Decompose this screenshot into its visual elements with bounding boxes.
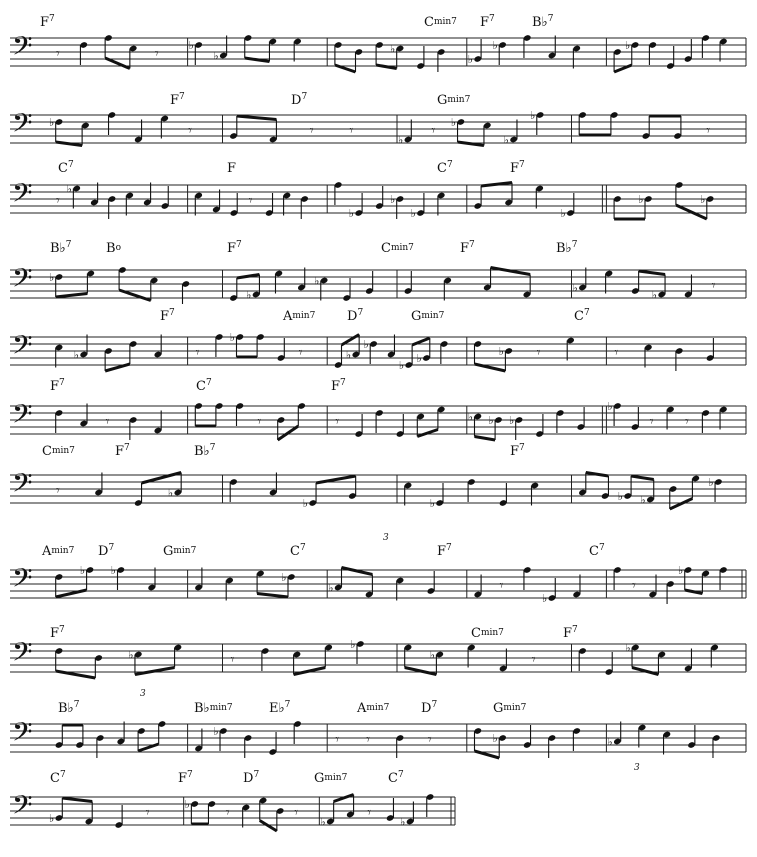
flat-icon: ♭ bbox=[390, 42, 396, 56]
flat-icon: ♭ bbox=[530, 109, 536, 122]
eighth-rest-icon: 𝄾 bbox=[649, 414, 654, 430]
bass-clef-icon: 𝄢 bbox=[12, 30, 33, 68]
chord-quality: min bbox=[292, 311, 310, 321]
chord-extension: 7 bbox=[49, 14, 55, 24]
chord-extension: 7 bbox=[519, 160, 525, 170]
chord-quality: min bbox=[421, 311, 439, 321]
chord-root: F bbox=[115, 444, 125, 459]
eighth-rest-icon: 𝄾 bbox=[335, 732, 339, 748]
chord-extension: 7 bbox=[284, 700, 291, 710]
chord-symbol bbox=[50, 625, 65, 641]
chord-quality: min bbox=[51, 446, 70, 456]
chord-symbol bbox=[58, 160, 74, 176]
eighth-rest-icon: 𝄾 bbox=[195, 345, 200, 361]
bass-clef-icon: 𝄢 bbox=[12, 398, 33, 436]
chord-symbol bbox=[170, 92, 185, 108]
flat-icon: ♭ bbox=[492, 732, 498, 745]
flat-icon: ♭ bbox=[302, 497, 308, 510]
chord-extension: 7 bbox=[446, 160, 453, 170]
chord-symbol bbox=[50, 770, 66, 786]
chord-root: D bbox=[347, 309, 358, 324]
chord-root: F bbox=[460, 241, 470, 256]
flat-icon: ♭ bbox=[492, 39, 498, 52]
chord-symbol bbox=[471, 626, 504, 641]
staff-system bbox=[10, 14, 746, 72]
chord-symbol bbox=[282, 309, 316, 324]
chord-root: C bbox=[196, 379, 206, 394]
flat-icon: ♭ bbox=[320, 815, 326, 829]
flat-icon: ♭ bbox=[398, 359, 405, 372]
bass-clef-icon: 𝄢 bbox=[12, 329, 33, 367]
eighth-rest-icon: 𝄾 bbox=[366, 732, 370, 748]
chord-symbol bbox=[556, 240, 578, 256]
chord-root: B♭ bbox=[194, 701, 210, 716]
chord-extension: 7 bbox=[572, 625, 578, 635]
flat-icon: ♭ bbox=[467, 410, 474, 424]
flat-icon: ♭ bbox=[167, 486, 174, 500]
chord-root: C bbox=[58, 161, 68, 176]
chord-quality: min bbox=[209, 703, 227, 713]
chord-root: F bbox=[510, 161, 520, 176]
triplet-marker: 3 bbox=[140, 689, 146, 699]
flat-icon: ♭ bbox=[229, 331, 236, 344]
flat-icon: ♭ bbox=[49, 116, 55, 129]
chord-extension: 7 bbox=[519, 443, 525, 453]
eighth-rest-icon: 𝄾 bbox=[225, 805, 230, 821]
note-beam bbox=[342, 335, 360, 346]
note-beam bbox=[632, 668, 658, 675]
staff-system bbox=[10, 770, 455, 831]
flat-icon: ♭ bbox=[213, 725, 219, 738]
chord-root: E♭ bbox=[269, 701, 285, 716]
note-beam bbox=[491, 268, 531, 275]
chord-extension: 7 bbox=[108, 543, 115, 553]
chord-root: F bbox=[170, 93, 180, 108]
chord-extension: 7 bbox=[520, 703, 527, 713]
flat-icon: ♭ bbox=[617, 490, 623, 503]
chord-extension: 7 bbox=[209, 443, 216, 453]
note-beam bbox=[670, 499, 693, 510]
chord-extension: 7 bbox=[431, 700, 438, 710]
flat-icon: ♭ bbox=[416, 352, 422, 365]
chord-root: F bbox=[40, 15, 50, 30]
eighth-rest-icon: 𝄾 bbox=[248, 193, 253, 209]
chord-extension: 7 bbox=[59, 770, 66, 780]
chord-extension: 7 bbox=[59, 625, 65, 635]
chord-extension: 7 bbox=[583, 308, 590, 318]
chord-root: C bbox=[42, 444, 52, 459]
chord-extension: 7 bbox=[547, 14, 554, 24]
chord-root: F bbox=[437, 544, 447, 559]
bass-clef-icon: 𝄢 bbox=[12, 716, 33, 754]
chord-symbol bbox=[388, 770, 404, 786]
chord-symbol bbox=[227, 240, 242, 256]
staff-system bbox=[10, 443, 746, 510]
chord-extension: 7 bbox=[408, 243, 414, 253]
chord-root: B♭ bbox=[194, 444, 210, 459]
chord-root: G bbox=[163, 544, 174, 559]
flat-icon: ♭ bbox=[625, 39, 631, 52]
chord-symbol bbox=[58, 700, 80, 716]
flat-icon: ♭ bbox=[625, 641, 631, 655]
chord-symbol bbox=[480, 14, 495, 30]
staff-system bbox=[10, 378, 746, 440]
flat-icon: ♭ bbox=[429, 497, 435, 510]
chord-root: D bbox=[243, 771, 254, 786]
flat-icon: ♭ bbox=[638, 193, 644, 206]
flat-icon: ♭ bbox=[541, 592, 548, 605]
chord-extension: 7 bbox=[69, 446, 75, 456]
staff-system bbox=[10, 700, 746, 758]
chord-symbol bbox=[411, 309, 445, 324]
chord-quality: min bbox=[447, 95, 465, 105]
chord-root: C bbox=[424, 15, 434, 30]
note-beam bbox=[475, 437, 496, 441]
flat-icon: ♭ bbox=[400, 815, 406, 829]
chord-symbol bbox=[347, 308, 363, 324]
flat-icon: ♭ bbox=[398, 133, 404, 147]
flat-icon: ♭ bbox=[607, 735, 613, 749]
note-beam bbox=[639, 271, 665, 275]
flat-icon: ♭ bbox=[246, 288, 252, 302]
chord-root: F bbox=[480, 15, 490, 30]
chord-extension: 7 bbox=[498, 628, 504, 638]
eighth-rest-icon: 𝄾 bbox=[614, 345, 619, 361]
chord-root: G bbox=[411, 309, 422, 324]
chord-symbol bbox=[160, 308, 175, 324]
chord-root: C bbox=[437, 161, 447, 176]
chord-extension: 7 bbox=[59, 378, 65, 388]
chord-extension: 7 bbox=[451, 17, 457, 27]
chord-symbol bbox=[437, 543, 452, 559]
chord-root: B♭ bbox=[50, 241, 66, 256]
chord-root: C bbox=[50, 771, 60, 786]
flat-icon: ♭ bbox=[314, 274, 320, 288]
eighth-rest-icon: 𝄾 bbox=[154, 46, 159, 62]
chord-extension: 7 bbox=[571, 240, 578, 250]
chord-extension: 7 bbox=[124, 443, 130, 453]
chord-root: C bbox=[471, 626, 481, 641]
chord-symbol bbox=[290, 543, 306, 559]
chord-root: B♭ bbox=[58, 701, 74, 716]
note-beam bbox=[278, 426, 299, 440]
chord-root: F bbox=[563, 626, 573, 641]
flat-icon: ♭ bbox=[110, 564, 117, 577]
chord-symbol bbox=[314, 771, 348, 786]
chord-symbol bbox=[178, 770, 193, 786]
flat-icon: ♭ bbox=[66, 182, 72, 196]
flat-icon: ♭ bbox=[607, 400, 613, 413]
chord-symbol bbox=[589, 543, 605, 559]
chord-symbol bbox=[50, 240, 72, 256]
note-beam bbox=[405, 668, 437, 675]
chord-root: C bbox=[388, 771, 398, 786]
chord-extension: 7 bbox=[187, 770, 193, 780]
eighth-rest-icon: 𝄾 bbox=[711, 278, 716, 294]
note-beam bbox=[631, 476, 654, 480]
chord-extension: 7 bbox=[236, 240, 242, 250]
chord-symbol bbox=[227, 161, 236, 176]
flat-icon: ♭ bbox=[281, 571, 287, 584]
eighth-rest-icon: 𝄾 bbox=[531, 652, 536, 668]
chord-extension: 7 bbox=[253, 770, 260, 780]
chord-quality: o bbox=[115, 243, 121, 253]
eighth-rest-icon: 𝄾 bbox=[367, 805, 371, 821]
chord-symbol bbox=[106, 241, 121, 256]
note-beam bbox=[294, 668, 326, 675]
flat-icon: ♭ bbox=[678, 564, 684, 577]
chord-quality: min bbox=[480, 628, 499, 638]
note-beam bbox=[142, 473, 182, 484]
chord-quality: min bbox=[173, 546, 191, 556]
note-beam bbox=[105, 58, 130, 69]
chord-extension: 7 bbox=[67, 160, 74, 170]
chord-root: F bbox=[50, 379, 60, 394]
staff-system bbox=[10, 240, 746, 304]
chord-extension: 7 bbox=[383, 703, 390, 713]
staff-system bbox=[10, 308, 746, 372]
chord-symbol bbox=[194, 443, 216, 459]
flat-icon: ♭ bbox=[345, 348, 352, 362]
note-beam bbox=[342, 568, 373, 575]
chord-symbol bbox=[40, 14, 55, 30]
chord-quality: min bbox=[324, 773, 342, 783]
note-beam bbox=[119, 290, 151, 301]
bass-clef-icon: 𝄢 bbox=[12, 789, 33, 827]
flat-icon: ♭ bbox=[640, 493, 646, 507]
chord-root: F bbox=[227, 241, 237, 256]
chord-symbol bbox=[424, 15, 457, 30]
chord-root: F bbox=[160, 309, 170, 324]
chord-root: F bbox=[331, 379, 341, 394]
chord-extension: 7 bbox=[397, 770, 404, 780]
chord-extension: 7 bbox=[489, 14, 495, 24]
chord-root: B♭ bbox=[556, 241, 572, 256]
chord-symbol bbox=[421, 700, 437, 716]
chord-extension: 7 bbox=[226, 703, 233, 713]
eighth-rest-icon: 𝄾 bbox=[145, 805, 150, 821]
chord-root: B bbox=[106, 241, 116, 256]
chord-symbol bbox=[196, 378, 212, 394]
eighth-rest-icon: 𝄾 bbox=[230, 652, 235, 668]
chord-symbol bbox=[50, 378, 65, 394]
chord-quality: min bbox=[503, 703, 521, 713]
note-beam bbox=[62, 798, 92, 802]
eighth-rest-icon: 𝄾 bbox=[427, 732, 432, 748]
note-beam bbox=[237, 116, 277, 120]
flat-icon: ♭ bbox=[328, 581, 334, 595]
chord-root: D bbox=[291, 93, 302, 108]
chord-quality: min bbox=[433, 17, 452, 27]
chord-root: A bbox=[42, 544, 52, 559]
chord-symbol bbox=[510, 443, 525, 459]
flat-icon: ♭ bbox=[390, 193, 396, 206]
chord-root: C bbox=[290, 544, 300, 559]
eighth-rest-icon: 𝄾 bbox=[257, 414, 262, 430]
chord-extension: 7 bbox=[446, 543, 452, 553]
note-beam bbox=[676, 205, 707, 219]
chord-extension: 7 bbox=[68, 546, 75, 556]
chord-extension: 7 bbox=[205, 378, 212, 388]
flat-icon: ♭ bbox=[188, 39, 194, 52]
chord-symbol bbox=[331, 378, 346, 394]
chord-symbol bbox=[437, 160, 453, 176]
chord-symbol bbox=[269, 700, 291, 716]
triplet-marker: 3 bbox=[634, 763, 640, 773]
flat-icon: ♭ bbox=[79, 564, 86, 577]
chord-symbol bbox=[563, 625, 578, 641]
note-beam bbox=[135, 668, 175, 675]
note-beam bbox=[334, 795, 354, 802]
chord-symbol bbox=[460, 240, 475, 256]
chord-symbol bbox=[41, 544, 75, 559]
bass-clef-icon: 𝄢 bbox=[12, 467, 33, 505]
flat-icon: ♭ bbox=[498, 345, 504, 358]
eighth-rest-icon: 𝄾 bbox=[105, 414, 110, 430]
chord-root: F bbox=[178, 771, 188, 786]
flat-icon: ♭ bbox=[429, 648, 435, 662]
chord-extension: 7 bbox=[357, 308, 364, 318]
chord-extension: 7 bbox=[299, 543, 306, 553]
flat-icon: ♭ bbox=[450, 116, 457, 129]
chord-quality: min bbox=[390, 243, 409, 253]
eighth-rest-icon: 𝄾 bbox=[536, 345, 541, 361]
flat-icon: ♭ bbox=[49, 271, 55, 284]
chord-symbol bbox=[532, 14, 554, 30]
flat-icon: ♭ bbox=[572, 281, 578, 295]
chord-root: G bbox=[437, 93, 448, 108]
chord-extension: 7 bbox=[301, 92, 308, 102]
note-beam bbox=[417, 430, 438, 437]
chord-root: F bbox=[510, 444, 520, 459]
flat-icon: ♭ bbox=[410, 207, 416, 220]
chord-extension: 7 bbox=[340, 378, 346, 388]
eighth-rest-icon: 𝄾 bbox=[56, 193, 60, 209]
chord-extension: 7 bbox=[65, 240, 72, 250]
triplet-marker: 3 bbox=[383, 533, 389, 543]
chord-quality: min bbox=[51, 546, 69, 556]
eighth-rest-icon: 𝄾 bbox=[294, 805, 298, 821]
staff-system bbox=[10, 625, 746, 678]
chord-root: G bbox=[493, 701, 504, 716]
note-beam bbox=[260, 821, 277, 832]
flat-icon: ♭ bbox=[488, 414, 494, 427]
note-beam bbox=[56, 294, 88, 298]
chord-extension: 7 bbox=[469, 240, 475, 250]
flat-icon: ♭ bbox=[509, 414, 515, 427]
chord-extension: 7 bbox=[73, 700, 80, 710]
chord-symbol bbox=[291, 92, 307, 108]
eighth-rest-icon: 𝄾 bbox=[685, 414, 689, 430]
eighth-rest-icon: 𝄾 bbox=[56, 483, 60, 499]
chord-extension: 7 bbox=[438, 311, 445, 321]
flat-icon: ♭ bbox=[560, 207, 566, 220]
chord-root: C bbox=[589, 544, 599, 559]
chord-extension: 7 bbox=[464, 95, 471, 105]
chord-symbol bbox=[437, 93, 471, 108]
chord-symbol bbox=[98, 543, 114, 559]
bass-clef-icon: 𝄢 bbox=[12, 107, 33, 145]
flat-icon: ♭ bbox=[213, 49, 219, 63]
note-beam bbox=[257, 594, 288, 598]
chord-root: F bbox=[227, 161, 237, 176]
flat-icon: ♭ bbox=[467, 53, 474, 66]
chord-root: A bbox=[283, 309, 293, 324]
chord-symbol bbox=[510, 160, 525, 176]
eighth-rest-icon: 𝄾 bbox=[632, 578, 636, 594]
flat-icon: ♭ bbox=[348, 207, 355, 220]
bass-clef-icon: 𝄢 bbox=[12, 177, 33, 215]
chord-extension: 7 bbox=[598, 543, 605, 553]
chord-extension: 7 bbox=[341, 773, 348, 783]
eighth-rest-icon: 𝄾 bbox=[56, 46, 60, 62]
chord-extension: 7 bbox=[309, 311, 316, 321]
chord-symbol bbox=[42, 444, 75, 459]
flat-icon: ♭ bbox=[49, 812, 55, 825]
eighth-rest-icon: 𝄾 bbox=[188, 123, 192, 139]
eighth-rest-icon: 𝄾 bbox=[335, 414, 339, 430]
chord-root: G bbox=[314, 771, 325, 786]
eighth-rest-icon: 𝄾 bbox=[298, 345, 303, 361]
chord-symbol bbox=[243, 770, 259, 786]
eighth-rest-icon: 𝄾 bbox=[349, 123, 354, 139]
bass-clef-icon: 𝄢 bbox=[12, 562, 33, 600]
chord-symbol bbox=[574, 308, 590, 324]
chord-root: B♭ bbox=[532, 15, 548, 30]
chord-root: D bbox=[98, 544, 109, 559]
flat-icon: ♭ bbox=[503, 133, 509, 147]
staff-system bbox=[10, 543, 746, 605]
eighth-rest-icon: 𝄾 bbox=[431, 123, 436, 139]
chord-root: A bbox=[357, 701, 367, 716]
chord-extension: 7 bbox=[179, 92, 185, 102]
flat-icon: ♭ bbox=[708, 476, 714, 489]
chord-extension: 7 bbox=[169, 308, 175, 318]
chord-symbol bbox=[493, 701, 527, 716]
staff-system bbox=[10, 92, 746, 147]
bass-clef-icon: 𝄢 bbox=[12, 262, 33, 300]
chord-symbol bbox=[194, 701, 233, 716]
chord-symbol bbox=[381, 241, 414, 256]
flat-icon: ♭ bbox=[350, 638, 356, 651]
chord-root: C bbox=[574, 309, 584, 324]
flat-icon: ♭ bbox=[700, 193, 706, 206]
chord-root: D bbox=[421, 701, 432, 716]
staff-system bbox=[10, 160, 746, 220]
flat-icon: ♭ bbox=[73, 348, 79, 362]
chord-symbol bbox=[163, 544, 197, 559]
chord-symbol bbox=[356, 701, 390, 716]
flat-icon: ♭ bbox=[651, 288, 657, 302]
chord-quality: min bbox=[366, 703, 384, 713]
chord-extension: 7 bbox=[190, 546, 197, 556]
flat-icon: ♭ bbox=[363, 338, 369, 351]
flat-icon: ♭ bbox=[128, 648, 134, 662]
eighth-rest-icon: 𝄾 bbox=[499, 578, 504, 594]
bass-clef-icon: 𝄢 bbox=[12, 636, 33, 674]
eighth-rest-icon: 𝄾 bbox=[309, 123, 314, 139]
chord-root: F bbox=[50, 626, 60, 641]
eighth-rest-icon: 𝄾 bbox=[706, 123, 711, 139]
chord-symbol bbox=[115, 443, 130, 459]
chord-root: C bbox=[381, 241, 391, 256]
flat-icon: ♭ bbox=[184, 798, 190, 811]
